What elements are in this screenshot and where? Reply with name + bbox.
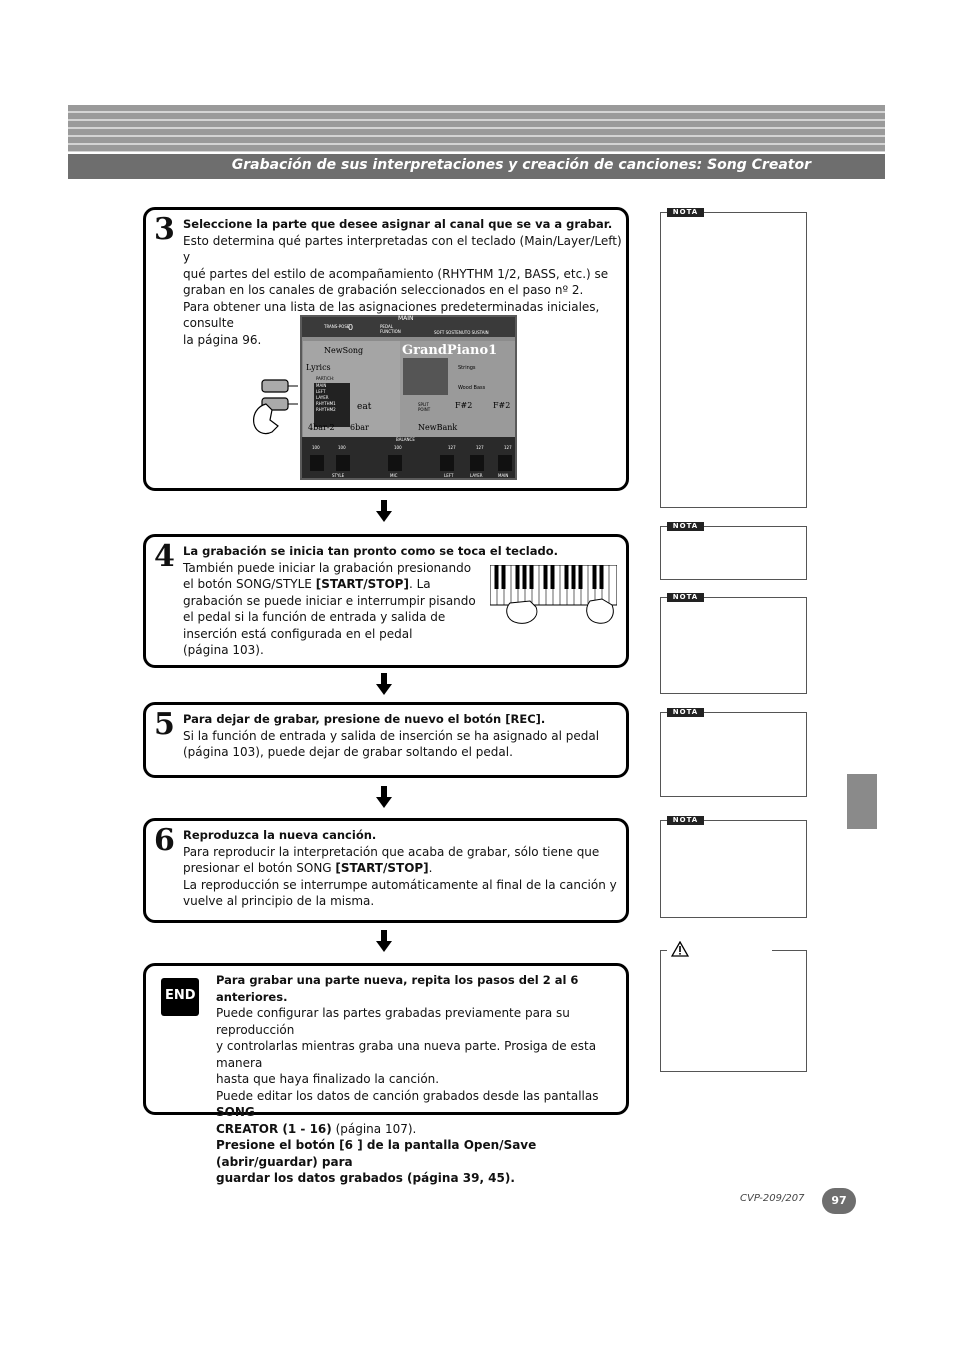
step-line: (página 103). <box>183 643 264 657</box>
caution-box-top-border <box>772 950 806 951</box>
lcd-pedal-keys: SOFT SOSTENUTO SUSTAIN <box>434 330 489 335</box>
step-line: Si la función de entrada y salida de inserción se ha asignado al pedal <box>183 728 600 743</box>
chapter-tab <box>847 774 877 829</box>
bold-text: SONG <box>216 1105 255 1119</box>
lcd-level: 100 <box>312 445 320 450</box>
lcd-song-name: NewSong <box>324 346 364 355</box>
note-label: NOTA <box>667 522 704 531</box>
lcd-part: LAYER <box>316 395 329 400</box>
bold-text: [START/STOP] <box>335 861 429 875</box>
lcd-balance: BALANCE <box>396 437 415 442</box>
black-key <box>516 565 520 589</box>
step-line: También puede iniciar la grabación presionando <box>183 560 472 575</box>
down-arrow-icon <box>376 673 392 695</box>
step-line: graban en los canales de grabación seleccionados en el paso nº 2. <box>183 283 584 297</box>
black-key <box>502 565 506 589</box>
bold-text: CREATOR (1 - 16) <box>216 1121 332 1136</box>
lcd-part: MAIN <box>316 383 327 388</box>
step-line <box>183 860 617 877</box>
step-number: 3 <box>154 212 175 247</box>
lcd-transpose-value: 0 <box>348 323 354 332</box>
note-label: NOTA <box>667 708 704 717</box>
step-text <box>183 711 599 761</box>
caution-box <box>660 950 807 1072</box>
page-number: 97 <box>822 1188 856 1214</box>
lcd-part: RHYTHM1 <box>316 401 336 406</box>
step-number: 4 <box>154 539 175 574</box>
lcd-part-header: PART/CH: <box>316 376 335 381</box>
note-label: NOTA <box>667 593 704 602</box>
step-6 <box>143 818 629 923</box>
text: (página 107). <box>331 1121 417 1136</box>
end-line: hasta que haya finalizado la canción. <box>216 1072 440 1086</box>
lcd-transpose-label: TRANS-POSE <box>324 324 350 329</box>
lcd-channel: LAYER <box>470 473 483 478</box>
end-line: Presione el botón [6 ] de la pantalla Open/Save (abrir/guardar) para <box>216 1138 537 1169</box>
text: presionar el botón SONG <box>183 861 336 875</box>
step-5 <box>143 702 629 778</box>
lcd-ending: 6bar <box>350 423 369 432</box>
warning-triangle-icon <box>671 941 689 957</box>
lcd-part: LEFT <box>316 389 326 394</box>
lcd-intro: 4bar-2 <box>308 423 335 432</box>
black-key <box>572 565 576 589</box>
black-key <box>579 565 583 589</box>
model-name: CVP-209/207 <box>740 1193 805 1204</box>
lcd-lyrics: Lyrics <box>306 363 331 372</box>
step-heading: Reproduzca la nueva canción. <box>183 828 377 842</box>
step-line: qué partes del estilo de acompañamiento (RHYTHM 1/2, BASS, etc.) se <box>183 266 609 281</box>
lcd-channel: STYLE <box>332 473 345 478</box>
text: el botón SONG/STYLE <box>183 577 316 591</box>
note-label: NOTA <box>667 816 704 825</box>
lcd-level: 127 <box>476 445 484 450</box>
step-line: grabación se puede iniciar e interrumpir pisando <box>183 593 476 608</box>
end-logo <box>161 978 199 1016</box>
lcd-level: 100 <box>394 445 402 450</box>
end-line: guardar los datos grabados (página 39, 45). <box>216 1171 515 1185</box>
bold-text: [START/STOP] <box>315 577 409 591</box>
step-line: Para obtener una lista de las asignaciones predeterminadas iniciales, consulte <box>183 299 600 330</box>
lcd-voice-2: Strings <box>458 365 476 371</box>
lcd-voice-3: Wood Bass <box>458 385 486 391</box>
lcd-level: 127 <box>504 445 512 450</box>
header-stripes <box>68 105 885 155</box>
step-line: inserción está configurada en el pedal <box>183 626 413 641</box>
lcd-split-1: F#2 <box>455 401 473 410</box>
black-key <box>551 565 555 589</box>
text: Puede editar los datos de canción grabados desde las pantallas <box>216 1088 599 1103</box>
lcd-channel: MIC <box>390 473 398 478</box>
lcd-split-label: SPLIT POINT <box>418 402 431 412</box>
text: . La <box>408 577 431 591</box>
text: . <box>428 861 433 875</box>
lcd-level: 100 <box>338 445 346 450</box>
end-logo-text: END <box>165 988 196 1003</box>
step-line: Para reproducir la interpretación que acaba de grabar, sólo tiene que <box>183 844 600 859</box>
lcd-part: RHYTHM2 <box>316 407 336 412</box>
step-heading: Seleccione la parte que desee asignar al canal que se va a grabar. <box>183 217 613 231</box>
down-arrow-icon <box>376 500 392 522</box>
end-box <box>143 963 629 1185</box>
step-number: 6 <box>154 823 175 858</box>
keyboard-hands-icon <box>490 565 617 627</box>
down-arrow-icon <box>376 786 392 808</box>
lcd-level: 127 <box>448 445 456 450</box>
step-line: el pedal si la función de entrada y salida de <box>183 610 446 624</box>
step-heading: Para dejar de grabar, presione de nuevo el botón [REC]. <box>183 712 546 726</box>
note-box <box>660 212 807 508</box>
note-box <box>660 597 807 694</box>
note-box <box>660 820 807 918</box>
step-line: Esto determina qué partes interpretadas con el teclado (Main/Layer/Left) y <box>183 233 622 264</box>
end-line <box>216 1121 621 1138</box>
lcd-title: MAIN <box>398 315 414 322</box>
end-heading: Para grabar una parte nueva, repita los pasos del 2 al 6 anteriores. <box>216 973 579 1004</box>
black-key <box>544 565 548 589</box>
lcd-part-list <box>316 383 336 413</box>
black-key <box>565 565 569 589</box>
step-line: vuelve al principio de la misma. <box>183 894 375 908</box>
lcd-screen <box>300 315 517 480</box>
end-line: y controlarlas mientras graba una nueva parte. Prosiga de esta manera <box>216 1039 597 1070</box>
black-key <box>593 565 597 589</box>
lcd-voice-name: GrandPiano1 <box>402 343 498 358</box>
note-label: NOTA <box>667 208 704 217</box>
step-heading: La grabación se inicia tan pronto como se toca el teclado. <box>183 544 558 558</box>
black-key <box>523 565 527 589</box>
page-title: Grabación de sus interpretaciones y creación de canciones: Song Creator <box>231 157 811 173</box>
hand-pressing-buttons-icon <box>248 376 302 438</box>
end-line: Puede configurar las partes grabadas previamente para su reproducción <box>216 1006 570 1037</box>
lcd-split-2: F#2 <box>493 401 511 410</box>
lcd-bank: NewBank <box>418 423 458 432</box>
lcd-pedal-label: PEDAL FUNCTION <box>380 324 401 334</box>
lcd-beat: eat <box>357 402 372 412</box>
step-4 <box>143 534 629 668</box>
black-key <box>600 565 604 589</box>
end-text <box>216 972 621 1187</box>
step-line: (página 103), puede dejar de grabar soltando el pedal. <box>183 745 513 759</box>
end-line <box>216 1088 621 1121</box>
down-arrow-icon <box>376 930 392 952</box>
step-text <box>183 827 617 910</box>
lcd-channel: MAIN <box>498 473 509 478</box>
note-box <box>660 526 807 580</box>
header-bar <box>68 152 885 179</box>
caution-box-top-border <box>660 950 667 951</box>
black-key <box>495 565 499 589</box>
step-line: la página 96. <box>183 332 262 347</box>
step-line: La reproducción se interrumpe automáticamente al final de la canción y <box>183 877 617 892</box>
step-number: 5 <box>154 707 175 742</box>
black-key <box>530 565 534 589</box>
note-box <box>660 712 807 797</box>
lcd-channel: LEFT <box>444 473 454 478</box>
